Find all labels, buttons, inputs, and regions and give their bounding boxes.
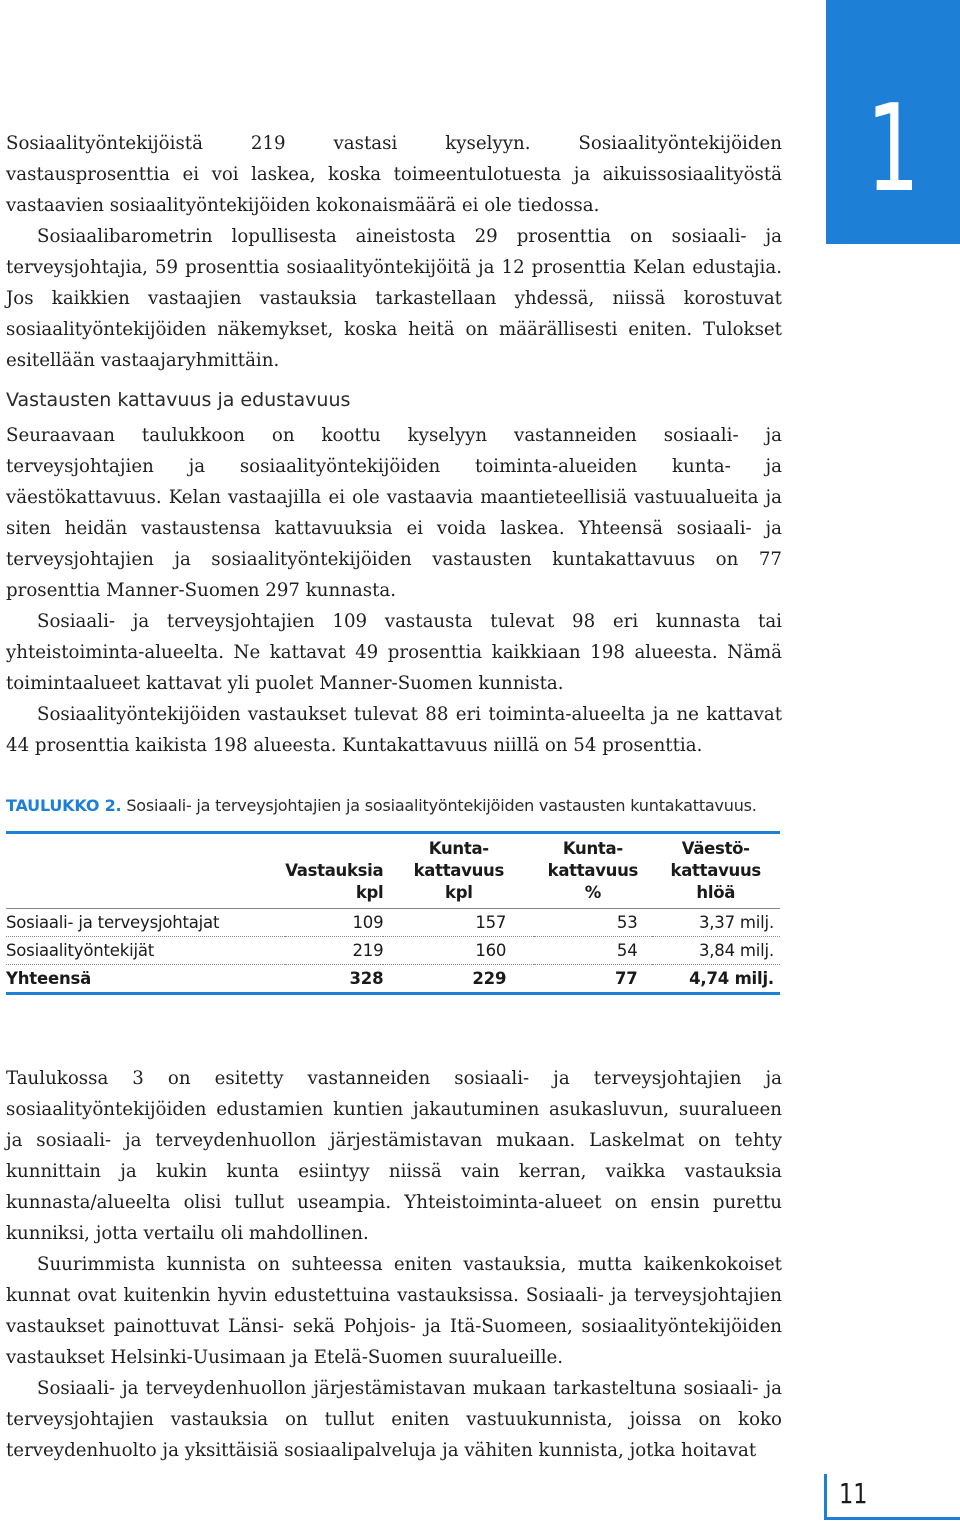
intro-paragraph-2: Sosiaalibarometrin lopullisesta aineistosta 29 prosenttia on sosiaali- ja terveysjohtajia, 59 prosenttia sosiaalityöntekijöitä ja 12 prosenttia Kelan edustajia. Jos kaikkien vastaajien vastauksia tarkastellaan yhdessä, niissä korostuvat sosiaalityöntekijöiden näkemykset, koska heitä on määrällisesti eniten. Tulokset esitellään vastaajaryhmittäin. — [6, 226, 782, 371]
header-cell-municipal-count — [383, 834, 534, 909]
main-column — [6, 128, 782, 1466]
chapter-tab — [826, 0, 960, 244]
header-line: Kunta- — [428, 839, 489, 858]
header-line: kattavuus — [547, 861, 639, 880]
section-heading: Vastausten kattavuus ja edustavuus — [6, 389, 351, 411]
after-table-paragraph-2: Suurimmista kunnista on suhteessa eniten vastauksia, mutta kaikenkokoiset kunnat ovat kuitenkin hyvin edustettuina vastauksissa. Sosiaali- ja terveysjohtajien vastaukset painottuvat Länsi- sekä Pohjois- ja Itä-Suomeen, sosiaalityöntekijöiden vastaukset Helsinki-Uusimaan ja Etelä-Suomen suuralueille. — [6, 1254, 782, 1368]
after-table-text — [6, 1063, 782, 1466]
table-caption-label: TAULUKKO 2. — [6, 796, 122, 815]
header-line: Vastauksia — [285, 861, 384, 880]
row-municipal-count: 229 — [472, 969, 507, 988]
coverage-table — [6, 831, 780, 995]
row-municipal-count: 160 — [383, 937, 534, 965]
intro-paragraph-1: Sosiaalityöntekijöistä 219 vastasi kyselyyn. Sosiaalityöntekijöiden vastausprosenttia ei voi laskea, koska toimeentulotuesta ja aikuissosiaalityöstä vastaavien sosiaalityöntekijöiden kokonaismäärä ei ole tiedossa. — [6, 133, 782, 216]
chapter-number: 1 — [866, 80, 920, 219]
header-cell-population — [652, 834, 781, 909]
header-cell-responses — [285, 834, 383, 909]
page-number: 11 — [839, 1477, 868, 1510]
header-line: kpl — [445, 883, 473, 902]
table-total-row — [6, 965, 780, 993]
row-population: 3,37 milj. — [652, 909, 781, 937]
row-population: 3,84 milj. — [652, 937, 781, 965]
row-responses: 219 — [285, 937, 383, 965]
page-number-box — [824, 1474, 960, 1520]
header-line: Kunta- — [562, 839, 623, 858]
section-paragraph-3: Sosiaalityöntekijöiden vastaukset tulevat 88 eri toiminta-alueelta ja ne kattavat 44 prosenttia kaikista 198 alueesta. Kuntakattavuus niillä on 54 prosenttia. — [6, 704, 782, 756]
row-municipal-percent: 53 — [534, 909, 651, 937]
table-caption — [6, 795, 782, 817]
row-population: 4,74 milj. — [689, 969, 774, 988]
row-municipal-percent: 54 — [534, 937, 651, 965]
header-cell-label — [6, 834, 285, 909]
table-caption-text: Sosiaali- ja terveysjohtajien ja sosiaalityöntekijöiden vastausten kuntakattavuus. — [126, 796, 757, 815]
table-row — [6, 909, 780, 937]
row-label: Sosiaalityöntekijät — [6, 937, 285, 965]
table-header-row — [6, 834, 780, 909]
header-cell-municipal-percent — [534, 834, 651, 909]
row-label: Yhteensä — [6, 969, 92, 988]
header-line: Väestö- — [681, 839, 750, 858]
header-line: kattavuus — [670, 861, 761, 880]
header-line: kattavuus — [413, 861, 504, 880]
header-line: kpl — [355, 883, 384, 902]
after-table-paragraph-1: Taulukossa 3 on esitetty vastanneiden sosiaali- ja terveysjohtajien ja sosiaalityöntekijöiden edustamien kuntien jakautuminen asukasluvun, suuralueen ja sosiaali- ja terveydenhuollon järjestämistavan mukaan. Laskelmat on tehty kunnittain ja kukin kunta esiintyy niissä vain kerran, vaikka vastauksia kunnasta/alueelta olisi tullut useampia. Yhteistoiminta-alueet on ensin purettu kunniksi, jotta vertailu oli mahdollinen. — [6, 1068, 782, 1244]
row-label: Sosiaali- ja terveysjohtajat — [6, 909, 285, 937]
header-line: % — [584, 883, 601, 902]
row-municipal-count: 157 — [383, 909, 534, 937]
row-responses: 328 — [349, 969, 384, 988]
after-table-paragraph-3: Sosiaali- ja terveydenhuollon järjestämistavan mukaan tarkasteltuna sosiaali- ja terveysjohtajien vastauksia on tullut eniten vastuukunnista, joissa on koko terveydenhuolto ja yksittäisiä sosiaalipalveluja ja vähiten kunnista, jotka hoitavat — [6, 1378, 782, 1461]
section-paragraph-1: Seuraavaan taulukkoon on koottu kyselyyn vastanneiden sosiaali- ja terveysjohtajien ja sosiaalityöntekijöiden toiminta-alueiden kunta- ja väestökattavuus. Kelan vastaajilla ei ole vastaavia maantieteellisiä vastuualueita ja siten heidän vastaustensa kattavuuksia ei voida laskea. Yhteensä sosiaali- ja terveysjohtajien ja sosiaalityöntekijöiden vastausten kuntakattavuus on 77 prosenttia Manner-Suomen 297 kunnasta. — [6, 425, 782, 601]
row-responses: 109 — [285, 909, 383, 937]
header-line: hlöä — [696, 883, 736, 902]
section-paragraph-2: Sosiaali- ja terveysjohtajien 109 vastausta tulevat 98 eri kunnasta tai yhteistoiminta-alueelta. Ne kattavat 49 prosenttia kaikkiaan 198 alueesta. Nämä toimintaalueet kattavat yli puolet Manner-Suomen kunnista. — [6, 611, 782, 694]
table-row — [6, 937, 780, 965]
row-municipal-percent: 77 — [614, 969, 638, 988]
